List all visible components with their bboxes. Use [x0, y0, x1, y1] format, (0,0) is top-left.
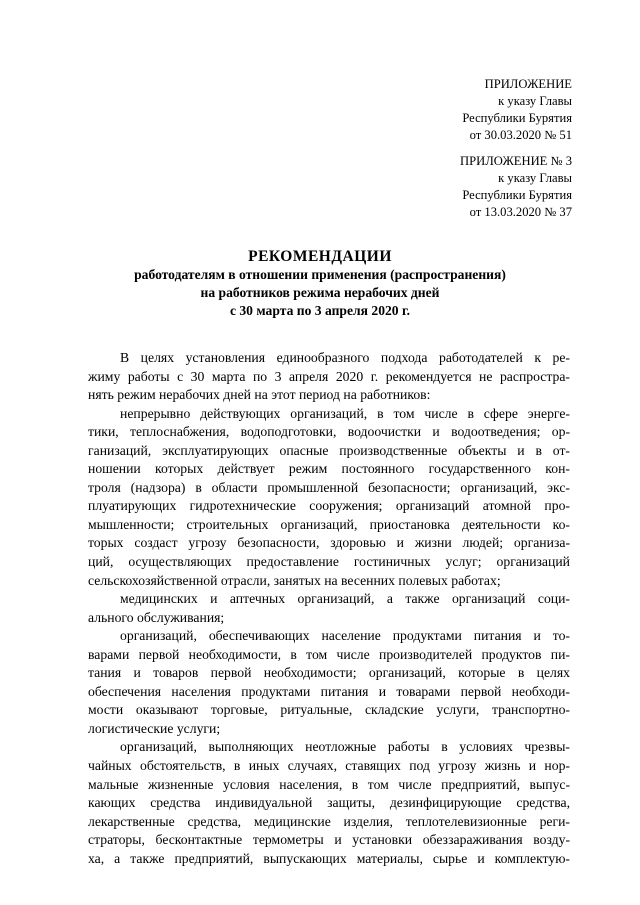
body-line: организаций, выполняющих неотложные работы в условиях чрезвы-	[120, 739, 570, 755]
body-line: плуатирующих гидротехнические сооружения; организаций атомной про-	[88, 498, 570, 514]
document-subtitle-line: с 30 марта по 3 апреля 2020 г.	[229, 303, 411, 318]
body-line: непрерывно действующих организаций, в том числе в сфере энерге-	[120, 405, 570, 421]
document-subtitle-line: работодателям в отношении применения (распространения)	[134, 267, 506, 282]
appendix-1-line: к указу Главы	[498, 94, 572, 108]
body-line: страторы, бесконтактные термометры и установки обеззараживания возду-	[88, 832, 570, 848]
body-line: ального обслуживания;	[88, 609, 225, 625]
appendix-1-line: Республики Бурятия	[462, 111, 572, 125]
body-line: троля (надзора) в области промышленной безопасности; организаций, экс-	[88, 479, 570, 495]
body-line: логистические услуги;	[88, 720, 221, 736]
body-line: тания и товаров первой необходимости; организаций, которые в целях	[88, 665, 570, 681]
appendix-2-line: от 13.03.2020 № 37	[469, 205, 572, 219]
body-line: тики, теплоснабжения, водоподготовки, водоочистки и водоотведения; ор-	[88, 424, 570, 440]
document-title: РЕКОМЕНДАЦИИ	[248, 248, 392, 265]
body-line: сельскохозяйственной отрасли, занятых на весенних полевых работах;	[88, 572, 501, 588]
body-line: ха, а также предприятий, выпускающих материалы, сырье и комплектую-	[88, 850, 570, 866]
document-heading	[60, 247, 580, 320]
body-line: жиму работы с 30 марта по 3 апреля 2020 г. рекомендуется не распростра-	[88, 368, 570, 384]
appendix-block-2	[460, 153, 572, 221]
appendix-1-line: от 30.03.2020 № 51	[469, 128, 572, 142]
body-line: лекарственные средства, медицинские изделия, теплотелевизионные реги-	[88, 813, 570, 829]
appendix-2-line: к указу Главы	[498, 171, 572, 185]
body-line: кающих средства индивидуальной защиты, дезинфицирующие средства,	[88, 795, 570, 811]
body-line: нять режим нерабочих дней на этот период на работников:	[88, 387, 431, 403]
body-line: мышленности; строительных организаций, приостановка деятельности ко-	[88, 516, 570, 532]
appendix-2-line: Республики Бурятия	[462, 188, 572, 202]
body-line: варами первой необходимости, в том числе производителей продуктов пи-	[88, 646, 570, 662]
appendix-2-line: ПРИЛОЖЕНИЕ № 3	[460, 154, 572, 168]
appendix-1-line: ПРИЛОЖЕНИЕ	[484, 77, 572, 91]
body-line: обеспечения населения продуктами питания и товарами первой необходи-	[88, 683, 570, 699]
body-line: В целях установления единообразного подхода работодателей к ре-	[120, 350, 570, 365]
body-line: ношении которых действует режим постоянного государственного кон-	[88, 461, 570, 477]
body-line: медицинских и аптечных организаций, а также организаций соци-	[120, 591, 570, 607]
body-line: чайных обстоятельств, в иных случаях, ставящих под угрозу жизнь и нор-	[88, 758, 570, 774]
document-body	[88, 349, 570, 868]
body-line: организаций, обеспечивающих население продуктами питания и то-	[120, 628, 570, 644]
body-line: ганизаций, эксплуатирующих опасные производственные объекты и в от-	[88, 442, 570, 458]
appendix-block-1	[462, 76, 572, 144]
body-line: мальные жизненные условия населения, в том числе предприятий, выпус-	[88, 776, 570, 792]
body-line: мости оказывают торговые, ритуальные, складские услуги, транспортно-	[88, 702, 570, 718]
document-subtitle-line: на работников режима нерабочих дней	[200, 285, 440, 300]
body-line: торых создаст угрозу безопасности, здоровью и жизни людей; организа-	[88, 535, 570, 551]
body-line: ций, осуществляющих предоставление гостиничных услуг; организаций	[88, 554, 570, 570]
